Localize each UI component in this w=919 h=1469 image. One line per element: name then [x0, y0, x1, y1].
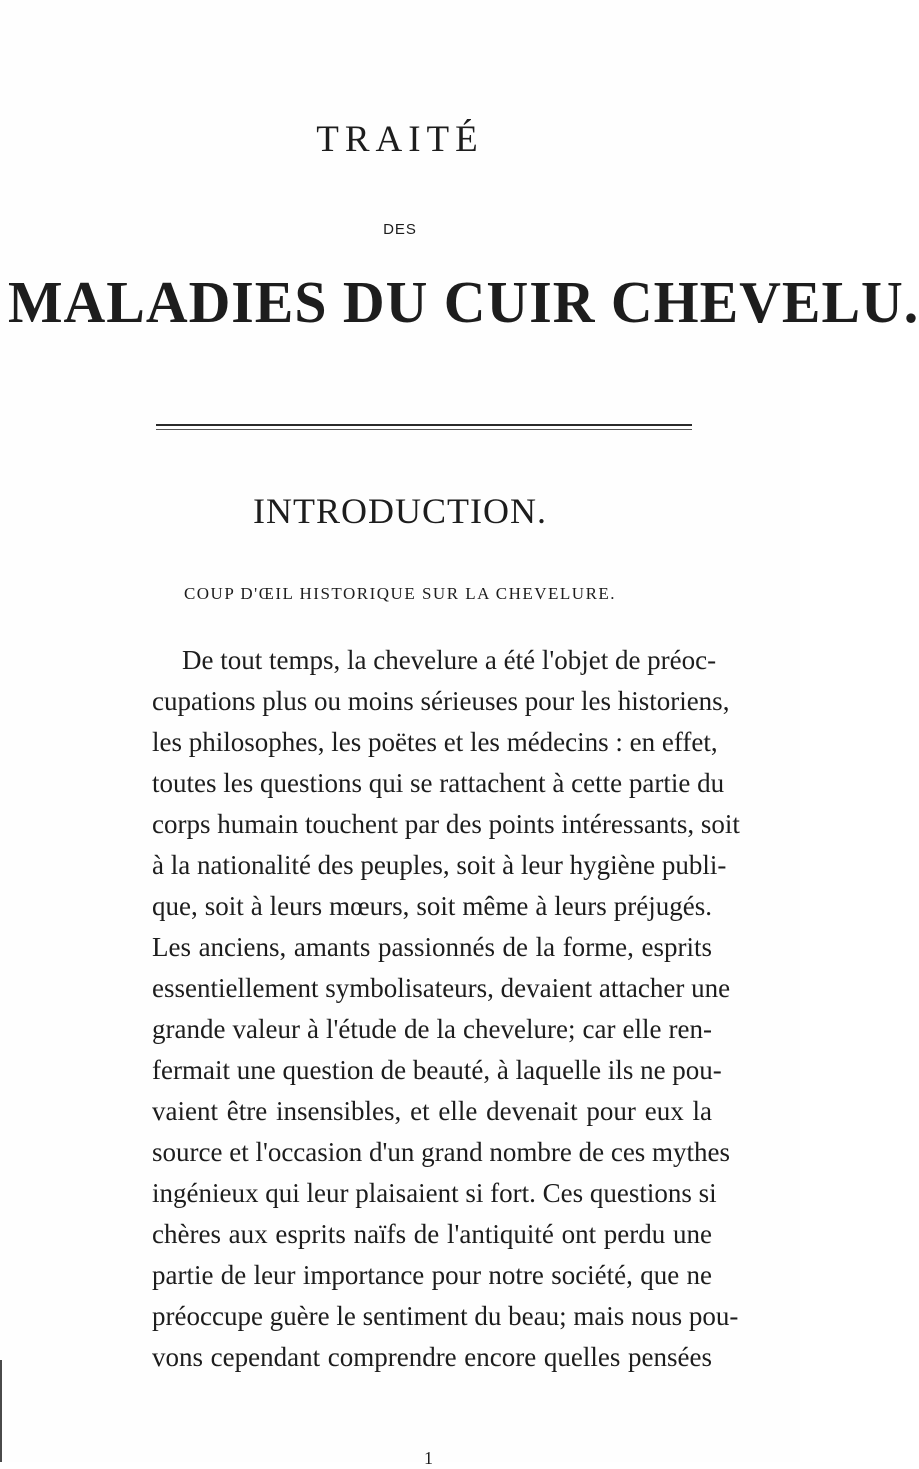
text-line: vaient être insensibles, et elle devenait pour eux la	[152, 1096, 712, 1126]
text-line: corps humain touchent par des points intéressants, soit	[152, 809, 740, 839]
title-connector: DES	[383, 221, 417, 238]
title-divider-rule-thin	[156, 429, 692, 430]
body-paragraph	[152, 640, 740, 1378]
text-line: ingénieux qui leur plaisaient si fort. Ces questions si	[152, 1178, 717, 1208]
text-line: chères aux esprits naïfs de l'antiquité ont perdu une	[152, 1219, 712, 1249]
text-line: préoccupe guère le sentiment du beau; mais nous pou-	[152, 1301, 739, 1331]
text-line: essentiellement symbolisateurs, devaient attacher une	[152, 973, 731, 1003]
main-title: MALADIES DU CUIR CHEVELU.	[8, 269, 919, 335]
text-line: toutes les questions qui se rattachent à cette partie du	[152, 768, 725, 798]
text-line: Les anciens, amants passionnés de la forme, esprits	[152, 932, 712, 962]
text-line: les philosophes, les poëtes et les médecins : en effet,	[152, 727, 718, 757]
text-line: que, soit à leurs mœurs, soit même à leurs préjugés.	[152, 891, 712, 921]
title-divider-rule	[156, 424, 692, 426]
book-title: TRAITÉ	[316, 119, 484, 160]
text-line: à la nationalité des peuples, soit à leur hygiène publi-	[152, 850, 727, 880]
text-line: source et l'occasion d'un grand nombre de ces mythes	[152, 1137, 731, 1167]
text-line: grande valeur à l'étude de la chevelure; car elle ren-	[152, 1014, 712, 1044]
text-line: fermait une question de beauté, à laquelle ils ne pou-	[152, 1055, 722, 1085]
text-line: vons cependant comprendre encore quelles pensées	[152, 1342, 712, 1372]
section-heading: INTRODUCTION.	[253, 491, 547, 531]
text-line: partie de leur importance pour notre société, que ne	[152, 1260, 712, 1290]
text-line: De tout temps, la chevelure a été l'objet de préoc-	[182, 645, 717, 675]
section-subheading: COUP D'ŒIL HISTORIQUE SUR LA CHEVELURE.	[183, 584, 617, 603]
text-line: cupations plus ou moins sérieuses pour les historiens,	[152, 686, 730, 716]
page-edge-mark	[0, 1360, 2, 1462]
page-number: 1	[424, 1448, 433, 1468]
